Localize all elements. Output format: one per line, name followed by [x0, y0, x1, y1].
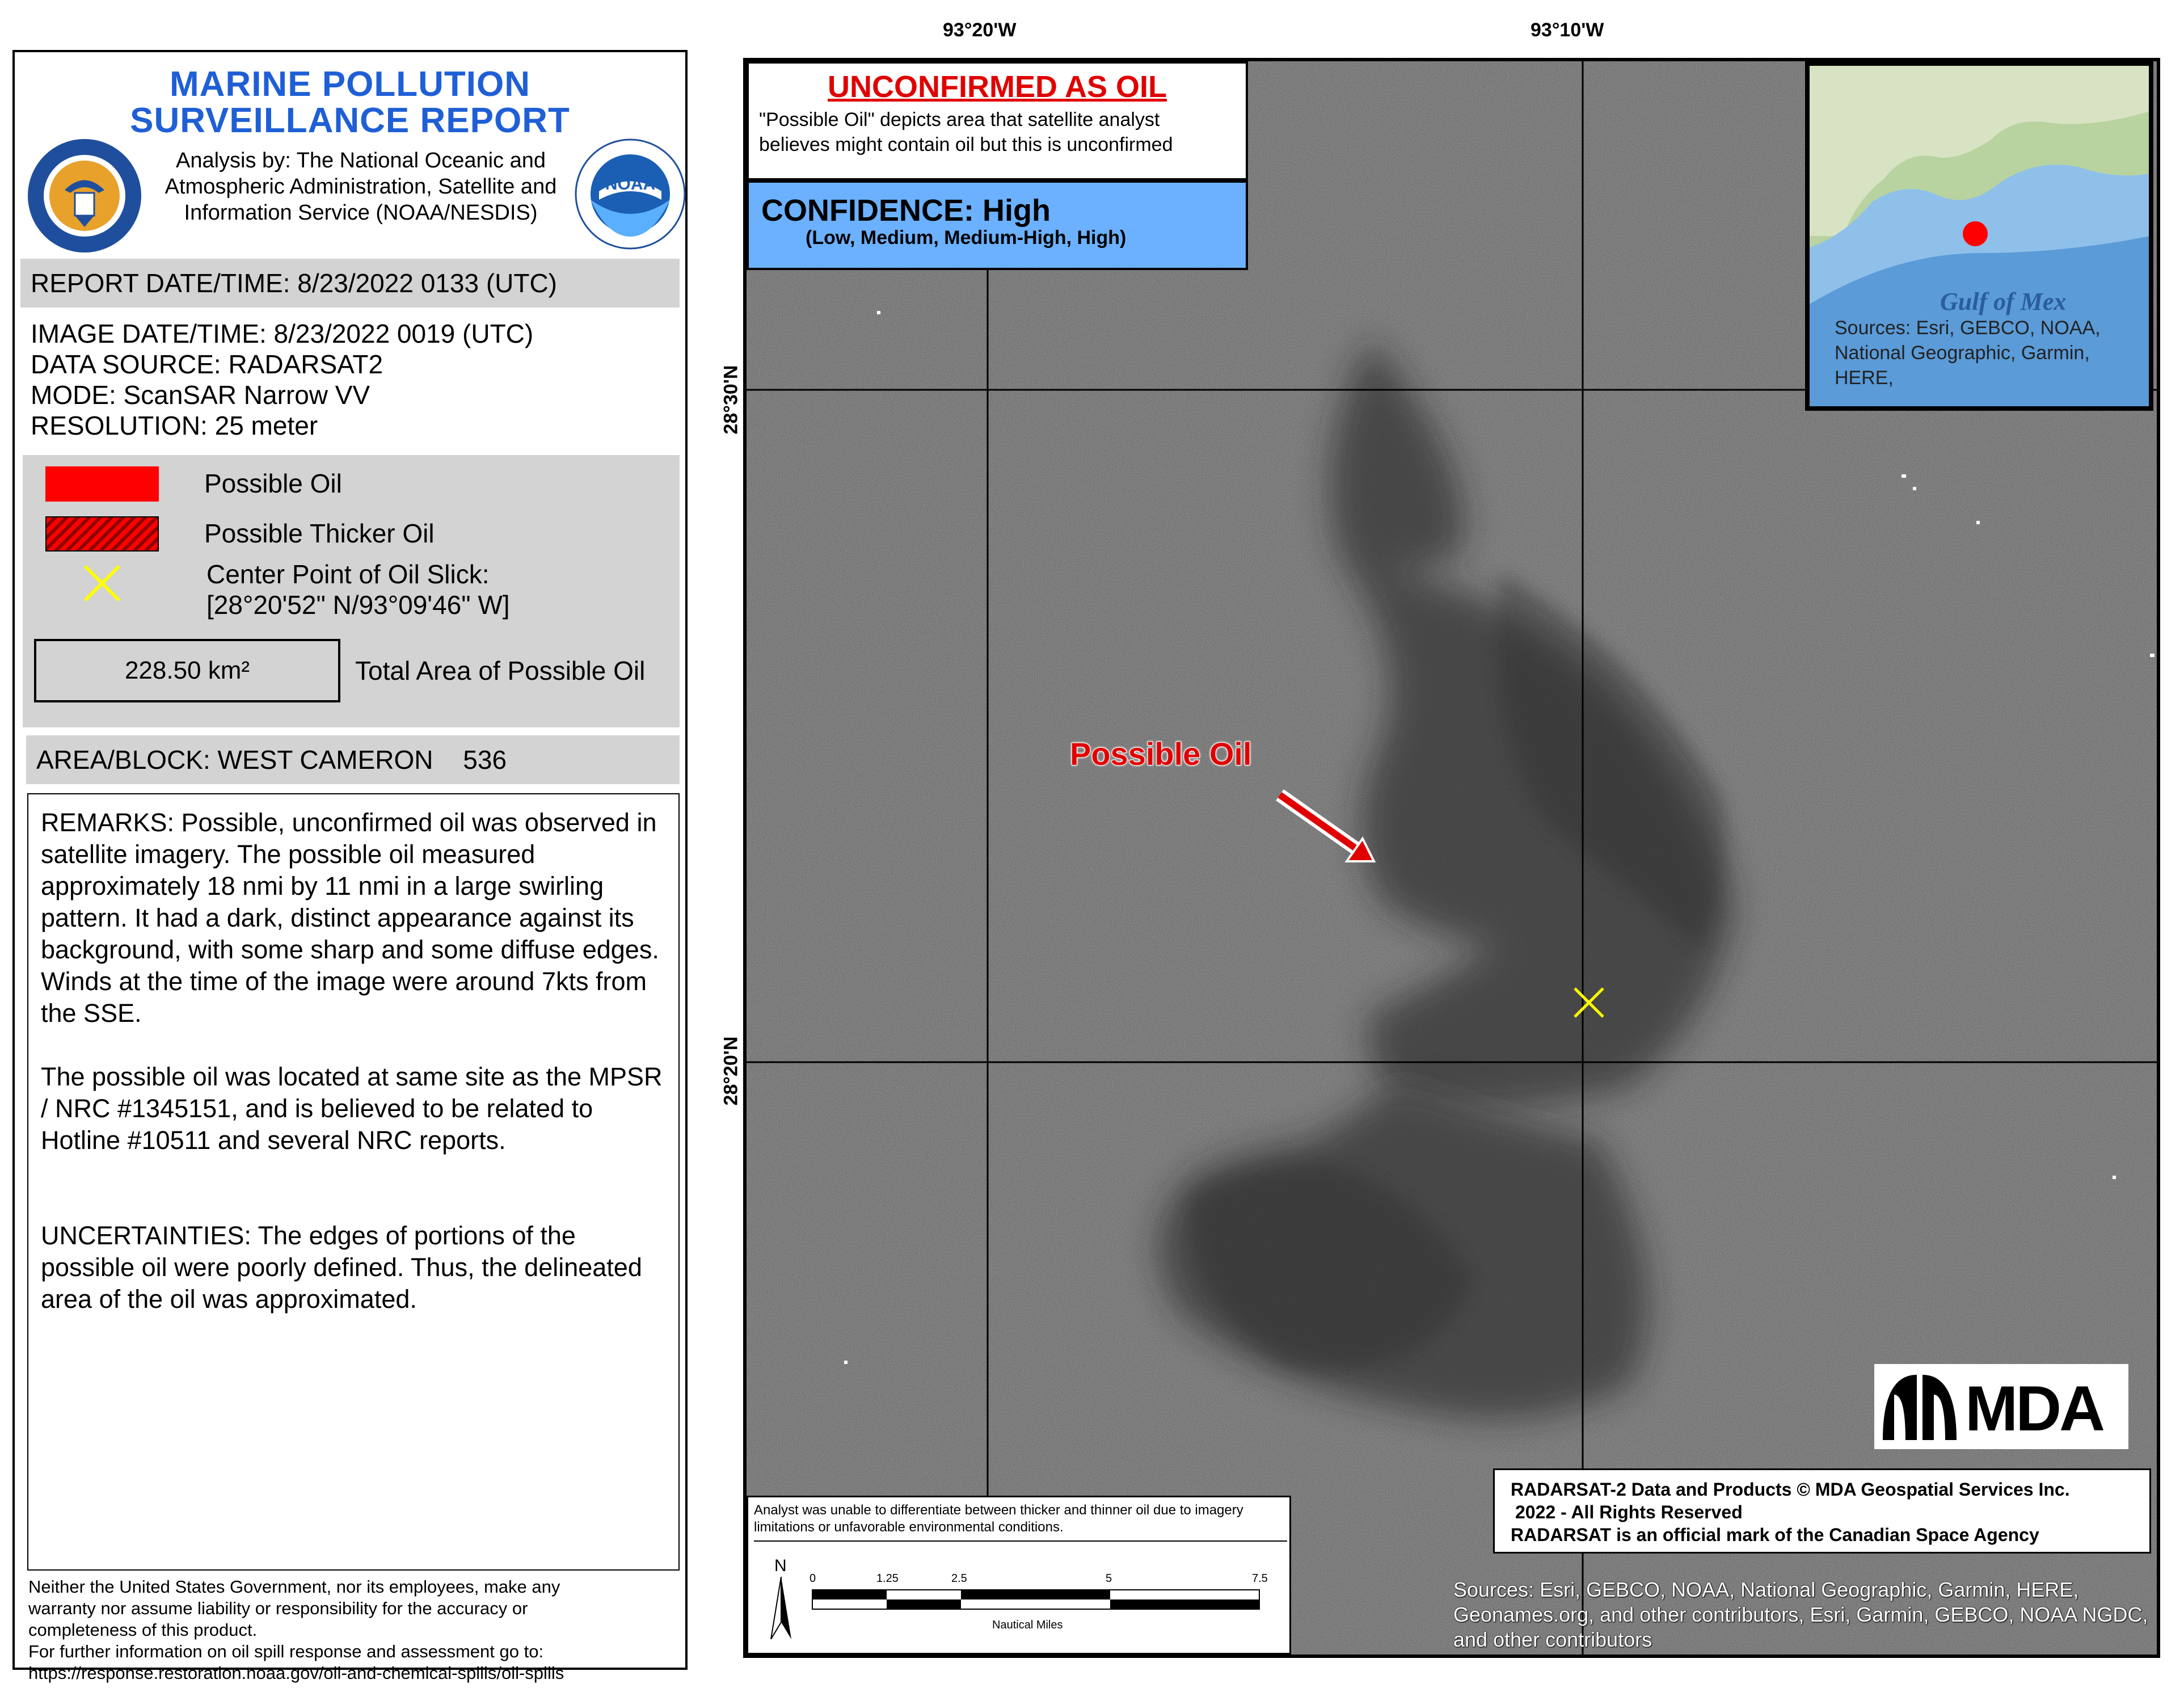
commerce-seal-icon	[25, 136, 144, 255]
area-block-bar	[26, 735, 680, 784]
copyright-line-3: RADARSAT is an official mark of the Canadian Space Agency	[1511, 1525, 2039, 1545]
center-point-x-icon	[82, 563, 123, 604]
total-area-label: Total Area of Possible Oil	[355, 656, 646, 685]
scale-tick-0: 0	[809, 1572, 816, 1585]
legend-box	[23, 455, 680, 727]
uncertainties-paragraph: UNCERTAINTIES: The edges of portions of the possible oil were poorly defined. Thus, the delineated area of the oil was approximated.	[41, 1221, 642, 1314]
possible-thicker-oil-swatch	[45, 516, 159, 552]
possible-oil-legend-label: Possible Oil	[204, 469, 342, 498]
copyright-line-1: RADARSAT-2 Data and Products © MDA Geospatial Services Inc.	[1511, 1479, 2070, 1500]
center-point-label: Center Point of Oil Slick:	[206, 559, 490, 589]
remarks-paragraph-1: REMARKS: Possible, unconfirmed oil was observed in satellite imagery. The possible oil measured approximately 18 nmi by 11 nmi in a large swirling pattern. It had a dark, distinct appearance against its background, with some sharp and some diffuse edges. Winds at the time of the image were around 7kts from the SSE.	[41, 808, 659, 1028]
scale-tick-4: 7.5	[1252, 1572, 1268, 1585]
possible-thicker-oil-legend-label: Possible Thicker Oil	[204, 519, 435, 548]
scale-tick-1: 1.25	[876, 1572, 899, 1585]
disclaimer-line-1: Neither the United States Government, nor its employees, make any	[28, 1577, 560, 1597]
unconfirmed-desc-1: "Possible Oil" depicts area that satellite analyst	[759, 109, 1160, 131]
north-label: N	[774, 1556, 787, 1575]
unconfirmed-box	[747, 61, 1248, 180]
inset-sources: Sources: Esri, GEBCO, NOAA, National Geographic, Garmin, HERE,	[1835, 317, 2101, 389]
disclaimer-line-3: completeness of this product.	[28, 1620, 258, 1640]
lon-label-right: 93°10'W	[1531, 19, 1604, 41]
image-datetime: IMAGE DATE/TIME: 8/23/2022 0019 (UTC)	[31, 319, 534, 348]
copyright-line-2: 2022 - All Rights Reserved	[1515, 1502, 1743, 1522]
possible-oil-swatch	[45, 466, 159, 502]
disclaimer-url[interactable]: https://response.restoration.noaa.gov/oil-and-chemical-spills/oil-spills	[28, 1663, 564, 1683]
center-point-coords: [28°20'52" N/93°09'46" W]	[206, 590, 510, 620]
report-title-line2: SURVEILLANCE REPORT	[130, 101, 570, 140]
remarks-box	[27, 793, 680, 1571]
mda-logo	[1874, 1364, 2128, 1449]
report-datetime: REPORT DATE/TIME: 8/23/2022 0133 (UTC)	[20, 259, 680, 308]
unconfirmed-desc-2: believes might contain oil but this is unconfirmed	[759, 134, 1173, 155]
north-arrow-icon	[770, 1577, 792, 1639]
map-sources: Sources: Esri, GEBCO, NOAA, National Geographic, Garmin, HERE, Geonames.org, and other contributors, Esri, Garmin, GEBCO, NOAA NGDC, and other contributors	[1453, 1578, 2148, 1651]
analysis-by-text: Analysis by: The National Oceanic and Atmospheric Administration, Satellite and Information Service (NOAA/NESDIS)	[165, 149, 557, 225]
mda-logo-text: MDA	[1965, 1373, 2103, 1444]
copyright-box	[1493, 1468, 2151, 1554]
inset-locator-map	[1805, 61, 2153, 411]
lon-label-left: 93°20'W	[943, 19, 1017, 41]
scale-tick-2: 2.5	[951, 1572, 967, 1585]
report-panel	[12, 50, 688, 1683]
confidence-scale: (Low, Medium, Medium-High, High)	[806, 227, 1127, 249]
confidence-level: CONFIDENCE: High	[761, 193, 1051, 228]
total-area-value: 228.50 km²	[34, 639, 340, 702]
lat-label-top: 28°30'N	[720, 365, 742, 435]
scale-units: Nautical Miles	[992, 1619, 1063, 1631]
area-block-number: 536	[463, 745, 507, 774]
scale-bar-box	[747, 1496, 1291, 1655]
disclaimer-line-4: For further information on oil spill response and assessment go to:	[28, 1641, 544, 1661]
mda-logo-icon	[1880, 1372, 1959, 1442]
mode: MODE: ScanSAR Narrow VV	[31, 380, 370, 410]
disclaimer-line-2: warranty nor assume liability or responsibility for the accuracy or	[28, 1598, 528, 1618]
area-block-label: AREA/BLOCK: WEST CAMERON	[36, 745, 433, 774]
lat-label-bottom: 28°20'N	[720, 1036, 742, 1106]
noaa-logo-text: NOAA	[605, 175, 656, 193]
resolution: RESOLUTION: 25 meter	[31, 411, 318, 440]
scale-tick-3: 5	[1106, 1572, 1112, 1585]
analyst-note: Analyst was unable to differentiate between thicker and thinner oil due to imagery limitations or unfavorable environmental conditions.	[754, 1502, 1287, 1542]
data-source: DATA SOURCE: RADARSAT2	[31, 350, 383, 379]
inset-location-marker	[1963, 221, 1988, 246]
possible-oil-annotation: Possible Oil	[1070, 736, 1252, 772]
scale-bar	[812, 1589, 1260, 1610]
remarks-paragraph-2: The possible oil was located at same site as the MPSR / NRC #1345151, and is believed to be related to Hotline #10511 and several NRC reports.	[41, 1062, 663, 1155]
confidence-box	[747, 180, 1248, 270]
report-title-line1: MARINE POLLUTION	[170, 65, 530, 104]
inset-gulf-label: Gulf of Mex	[1940, 288, 2067, 315]
noaa-logo-icon	[574, 137, 687, 251]
unconfirmed-title: UNCONFIRMED AS OIL	[828, 70, 1167, 104]
sar-map[interactable]	[743, 58, 2160, 1658]
